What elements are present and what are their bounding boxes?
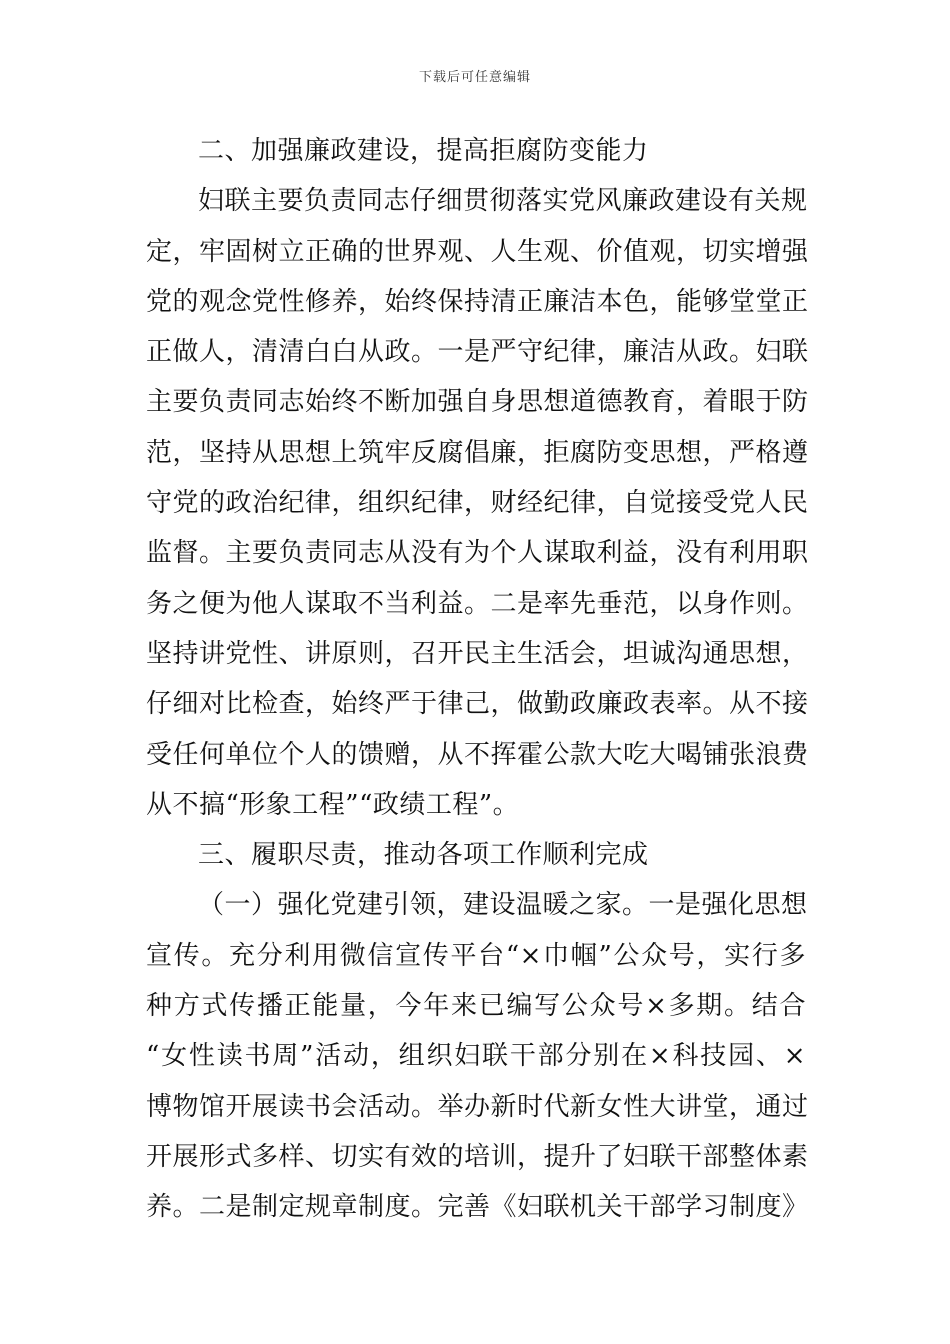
paragraph-line: 妇联主要负责同志仔细贯彻落实党风廉政建设有关规: [198, 186, 808, 217]
paragraph-line: 养。二是制定规章制度。完善《妇联机关干部学习制度》: [146, 1192, 809, 1223]
paragraph-line: 种方式传播正能量，今年来已编写公众号×多期。结合: [146, 991, 806, 1022]
paragraph-line: 受任何单位个人的馈赠，从不挥霍公款大吃大喝铺张浪费: [146, 739, 809, 770]
paragraph-line: 监督。主要负责同志从没有为个人谋取利益，没有利用职: [146, 538, 809, 569]
paragraph-line: 博物馆开展读书会活动。举办新时代新女性大讲堂，通过: [146, 1091, 809, 1122]
paragraph-line: 党的观念党性修养，始终保持清正廉洁本色，能够堂堂正: [146, 286, 809, 317]
paragraph-line: 务之便为他人谋取不当利益。二是率先垂范，以身作则。: [146, 588, 809, 619]
paragraph-line: 主要负责同志始终不断加强自身思想道德教育，着眼于防: [146, 387, 809, 418]
section-heading-2: 二、加强廉政建设，提高拒腐防变能力: [198, 136, 649, 166]
paragraph-line: （一）强化党建引领，建设温暖之家。一是强化思想: [198, 890, 808, 921]
paragraph-line: 范，坚持从思想上筑牢反腐倡廉，拒腐防变思想，严格遵: [146, 437, 809, 468]
page-header-note: 下载后可任意编辑: [418, 70, 531, 85]
paragraph-line: 宣传。充分利用微信宣传平台“×巾帼”公众号，实行多: [146, 940, 806, 971]
paragraph-line: 坚持讲党性、讲原则，召开民主生活会，坦诚沟通思想，: [146, 638, 809, 669]
paragraph-line: 从不搞“形象工程”“政绩工程”。: [146, 789, 520, 820]
document-body: [146, 126, 809, 1233]
paragraph-line: 守党的政治纪律，组织纪律，财经纪律，自觉接受党人民: [146, 488, 809, 519]
paragraph-line: 定，牢固树立正确的世界观、人生观、价值观，切实增强: [146, 236, 809, 267]
paragraph-line: 仔细对比检查，始终严于律己，做勤政廉政表率。从不接: [146, 689, 809, 720]
paragraph-line: 正做人，清清白白从政。一是严守纪律，廉洁从政。妇联: [146, 337, 809, 368]
paragraph-line: “女性读书周”活动，组织妇联干部分别在×科技园、×: [146, 1041, 806, 1072]
paragraph-line: 开展形式多样、切实有效的培训，提升了妇联干部整体素: [146, 1141, 809, 1172]
section-heading-3: 三、履职尽责，推动各项工作顺利完成: [198, 840, 649, 871]
